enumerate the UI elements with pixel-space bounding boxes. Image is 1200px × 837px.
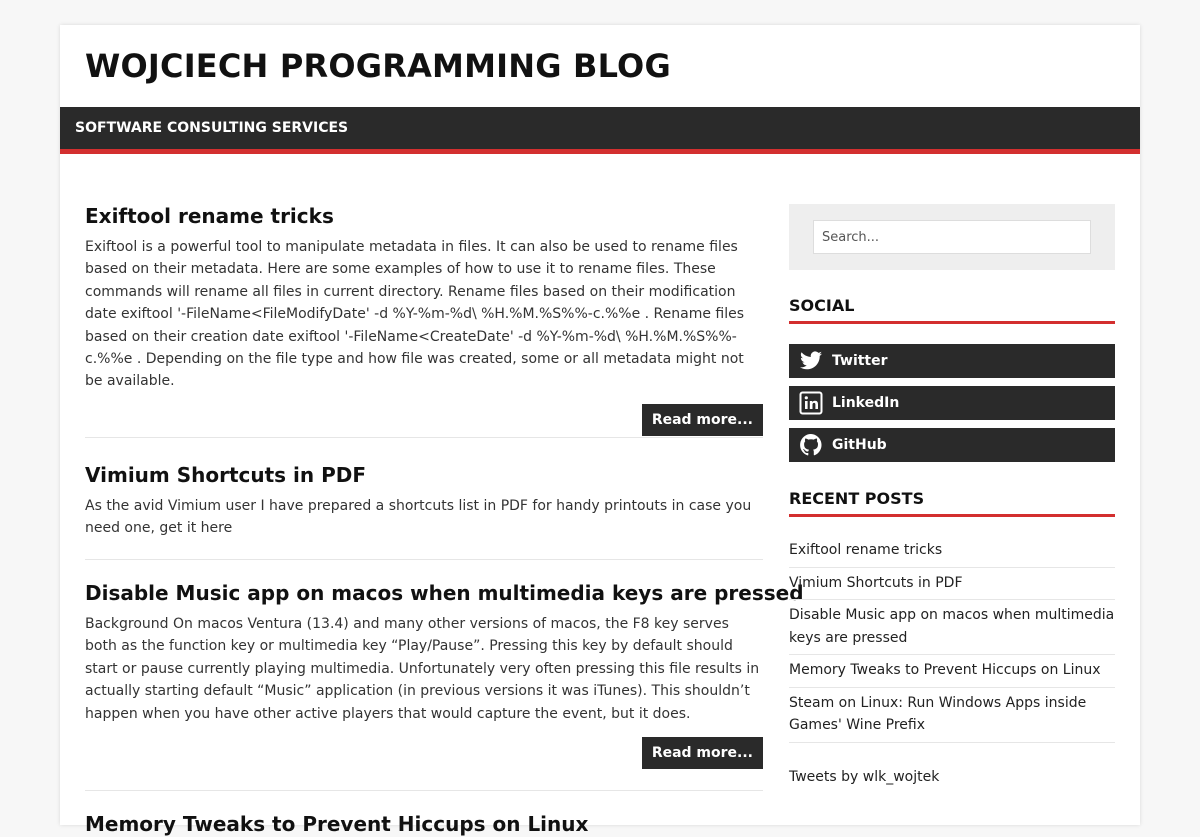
post-item <box>85 791 763 837</box>
linkedin-icon <box>799 391 823 415</box>
post-title[interactable]: Vimium Shortcuts in PDF <box>85 463 367 487</box>
post-item <box>85 560 804 791</box>
site-title[interactable]: WOJCIECH PROGRAMMING BLOG <box>85 47 671 85</box>
search-widget <box>789 204 1115 270</box>
post-item <box>85 179 763 438</box>
post-excerpt: As the avid Vimium user I have prepared a shortcuts list in PDF for handy printouts in case you need one, get it here <box>85 498 752 537</box>
post-title[interactable]: Memory Tweaks to Prevent Hiccups on Linux <box>85 812 589 836</box>
github-icon <box>799 433 823 457</box>
post-title[interactable]: Exiftool rename tricks <box>85 204 334 228</box>
recent-posts-list <box>789 535 1115 743</box>
post-list <box>85 179 804 837</box>
page-wrapper <box>60 25 1140 836</box>
linkedin-button[interactable] <box>789 386 1115 420</box>
github-button[interactable] <box>789 428 1115 462</box>
search-input[interactable] <box>813 220 1091 254</box>
post-excerpt: Background On macos Ventura (13.4) and many other versions of macos, the F8 key serves both as the function key or multimedia key “Play/Pause”. Pressing this key by default should start or pause currently playing multimedia. Unfortunately very often pressing this file results in actually starting default “Music” application (in previous versions it was iTunes). This shouldn’t happen when you have other active players that would capture the event, but it does. <box>85 616 760 722</box>
twitter-button[interactable] <box>789 344 1115 378</box>
nav-item-software-consulting[interactable]: SOFTWARE CONSULTING SERVICES <box>75 120 349 136</box>
read-more-button[interactable]: Read more... <box>642 404 763 436</box>
social-widget-title: SOCIAL <box>789 296 1115 324</box>
recent-post-link[interactable]: Vimium Shortcuts in PDF <box>789 568 1115 601</box>
tweets-link[interactable]: Tweets by wlk_wojtek <box>789 768 940 785</box>
post-item <box>85 438 763 560</box>
recent-post-link[interactable]: Exiftool rename tricks <box>789 535 1115 568</box>
social-label: GitHub <box>832 437 887 453</box>
recent-post-link[interactable]: Memory Tweaks to Prevent Hiccups on Linux <box>789 655 1115 688</box>
twitter-icon <box>799 349 823 373</box>
main-navigation <box>60 107 1140 154</box>
recent-posts-title: RECENT POSTS <box>789 489 1115 517</box>
social-label: LinkedIn <box>832 395 900 411</box>
social-links <box>789 344 1115 462</box>
social-label: Twitter <box>832 353 888 369</box>
post-title[interactable]: Disable Music app on macos when multimedia keys are pressed <box>85 581 804 605</box>
recent-post-link[interactable]: Steam on Linux: Run Windows Apps inside Games' Wine Prefix <box>789 688 1115 743</box>
read-more-button[interactable]: Read more... <box>642 737 763 769</box>
post-excerpt: Exiftool is a powerful tool to manipulate metadata in files. It can also be used to rename files based on their metadata. Here are some examples of how to use it to rename files. These commands will rename all files in current directory. Rename files based on their modification date exiftool '-FileName<FileModifyDate' -d %Y-%m-%d\ %H.%M.%S%%-c.%%e . Rename files based on their creation date exiftool '-FileName<CreateDate' -d %Y-%m-%d\ %H.%M.%S%%-c.%%e . Depending on the file type and how file was created, some or all metadata might not be available. <box>85 239 745 390</box>
recent-post-link[interactable]: Disable Music app on macos when multimedia keys are pressed <box>789 600 1115 655</box>
sidebar <box>789 179 1115 785</box>
